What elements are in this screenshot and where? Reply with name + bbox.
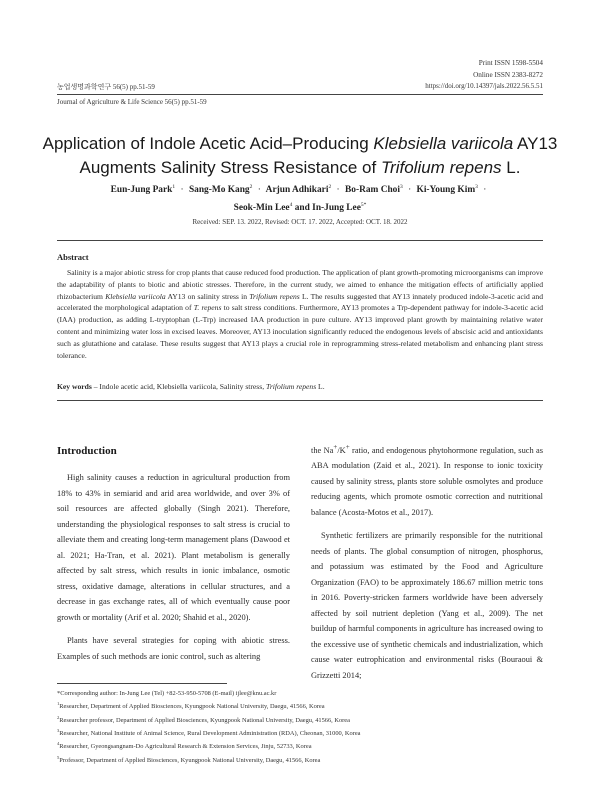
footnote: $^5$Professor, Department of Applied Biosciences, Kyungpook National University, Daegu, 41566, Korea <box>57 754 321 764</box>
footnote: $^1$Researcher, Department of Applied Biosciences, Kyungpook National University, Daegu, 41566, Korea <box>57 701 325 711</box>
section-heading-introduction: Introduction <box>57 445 117 457</box>
paragraph: High salinity causes a reduction in agricultural production from 18% to 43% in semiarid and arid area worldwide, and over 3% of soil resources are affected globally (Singh 2021). Therefore, understanding the physiological responses to salt stress is crucial to alleviate them and creating long-term management plans (Dawood et al. 2021; Ha-Tran, et al. 2021). Plant metabolism is generally affected by salt stress, which results in ionic imbalance, osmotic stress, oxidative damage, alterations in cellular structures, and a decrease in gas exchange rates, all of which eventually cause poor growth or mortality (Arif et al. 2020; Shahid et al., 2020). <box>57 473 290 622</box>
doi-link[interactable]: https://doi.org/10.14397/jals.2022.56.5.51 <box>425 82 543 90</box>
author: In-Jung Lee <box>312 203 361 214</box>
print-issn: Print ISSN 1598-5504 <box>478 59 543 67</box>
paragraph: Synthetic fertilizers are primarily responsible for the nutritional needs of plants. The global consumption of nitrogen, phosphorus, and potassium was estimated by the Food and Agriculture Organization (FAO) to be approximately 186.67 million metric tons in 2016. Poverty-stricken farmers worldwide have been adversely affected by soil nutrient depletion (Yang et al., 2009). The net buildup of harmful components in agriculture has increased owing to the excessive use of synthetic chemicals and industrialization, which cause water eutrophication and environmental risks (Bouraoui & Grizzetti 2014; <box>311 531 543 680</box>
abstract-heading: Abstract <box>57 252 89 262</box>
keywords: Key words – Indole acetic acid, Klebsiella variicola, Salinity stress, Trifolium repens L. <box>57 382 325 391</box>
header-divider <box>57 94 543 95</box>
title-species-1: Klebsiella variicola <box>373 134 514 153</box>
abstract-body: Salinity is a major abiotic stress for crop plants that cause reduced food production. The application of plant growth-promoting microorganisms can improve the adaptability of plants to biotic and abiotic stresses. Therefore, in the current study, we aimed to enhance the mitigation effects of artificially applied rhizobacterium Klebsiella variicola AY13 on salinity stress in Trifolium repens L. The results suggested that AY13 innately produced indole-3-acetic acid and accelerated the morphological adaptation of T. repens to salt stress conditions. Furthermore, AY13 promotes a Trp-dependent pathway for indole-3-acetic acid (IAA) production, as adding L-tryptophan (L-Trp) increased IAA production in pure culture. AY13 improved plant growth by maintaining relative water content and minimizing water loss in excised leaves. Moreover, AY13 inoculation significantly reduced the endogenous levels of abscisic acid and antioxidants such as glutathione and catalase. These results suggest that AY13 plays a crucial role in reprogramming stress-related metabolism and enhancing plant stress tolerance. <box>57 268 543 360</box>
author: Eun-Jung Park <box>110 185 173 196</box>
footnotes <box>57 686 543 766</box>
paragraph: Plants have several strategies for coping with abiotic stress. Examples of such methods are ionic control, such as altering <box>57 636 290 661</box>
footnote-divider <box>57 683 227 684</box>
title-line-2: Augments Salinity Stress Resistance of Trifolium repens L. <box>79 158 521 177</box>
author: Sang-Mo Kang <box>188 185 250 196</box>
footnote: *Corresponding author: In-Jung Lee (Tel) +82-53-950-5708 (E-mail) ijlee@knu.ac.kr <box>57 690 277 698</box>
issn-block <box>473 58 543 81</box>
abstract-divider-top <box>57 240 543 241</box>
abstract-divider-bottom <box>57 400 543 401</box>
left-column <box>57 440 290 672</box>
keywords-label: Key words <box>57 382 92 391</box>
submission-dates: Received: SEP. 13. 2022, Revised: OCT. 17. 2022, Accepted: OCT. 18. 2022 <box>192 218 408 226</box>
author: Bo-Ram Choi <box>345 185 400 196</box>
footnote: $^3$Researcher, National Institute of Animal Science, Rural Development Administration (RDA), Cheonan, 31000, Korea <box>57 727 361 738</box>
header-row <box>57 82 543 92</box>
footnote: $^4$Researcher, Gyeongsangnam-Do Agricultural Research & Extension Services, Jinju, 52733, Korea <box>57 741 312 751</box>
author-line-1: Eun-Jung Park$^1$ · Sang-Mo Kang$^2$ · Arjun Adhikari$^2$ · Bo-Ram Choi$^3$ · Ki-Young Kim$^3$ · <box>110 184 487 196</box>
author: Seok-Min Lee <box>233 203 290 214</box>
author-line-2: Seok-Min Lee$^4$ and In-Jung Lee$^{5*}$ <box>233 202 367 214</box>
online-issn: Online ISSN 2383-8272 <box>473 70 543 79</box>
author: Arjun Adhikari <box>265 185 329 196</box>
right-column <box>311 440 543 691</box>
title-line-1: Application of Indole Acetic Acid–Producing Klebsiella variicola AY13 <box>42 134 558 153</box>
author-list <box>70 180 530 216</box>
author: Ki-Young Kim <box>416 185 476 196</box>
korean-journal-ref: 농업생명과학연구 56(5) pp.51-59 <box>57 83 155 91</box>
journal-ref: Journal of Agriculture & Life Science 56(5) pp.51-59 <box>57 98 207 106</box>
footnote: $^2$Researcher professor, Department of Applied Biosciences, Kyungpook National University, Daegu, 41566, Korea <box>57 714 350 724</box>
paper-title <box>40 132 560 180</box>
title-species-2: Trifolium repens <box>380 158 502 177</box>
paragraph: the Na+/K+ ratio, and endogenous phytohormone regulation, such as ABA modulation (Zaid et al., 2021). In response to ionic toxicity caused by salinity stress, plants store soluble osmolytes and produce reducing agents, which promote osmotic correction and nutritional balance (Acosta-Motos et al., 2017). <box>311 443 544 517</box>
